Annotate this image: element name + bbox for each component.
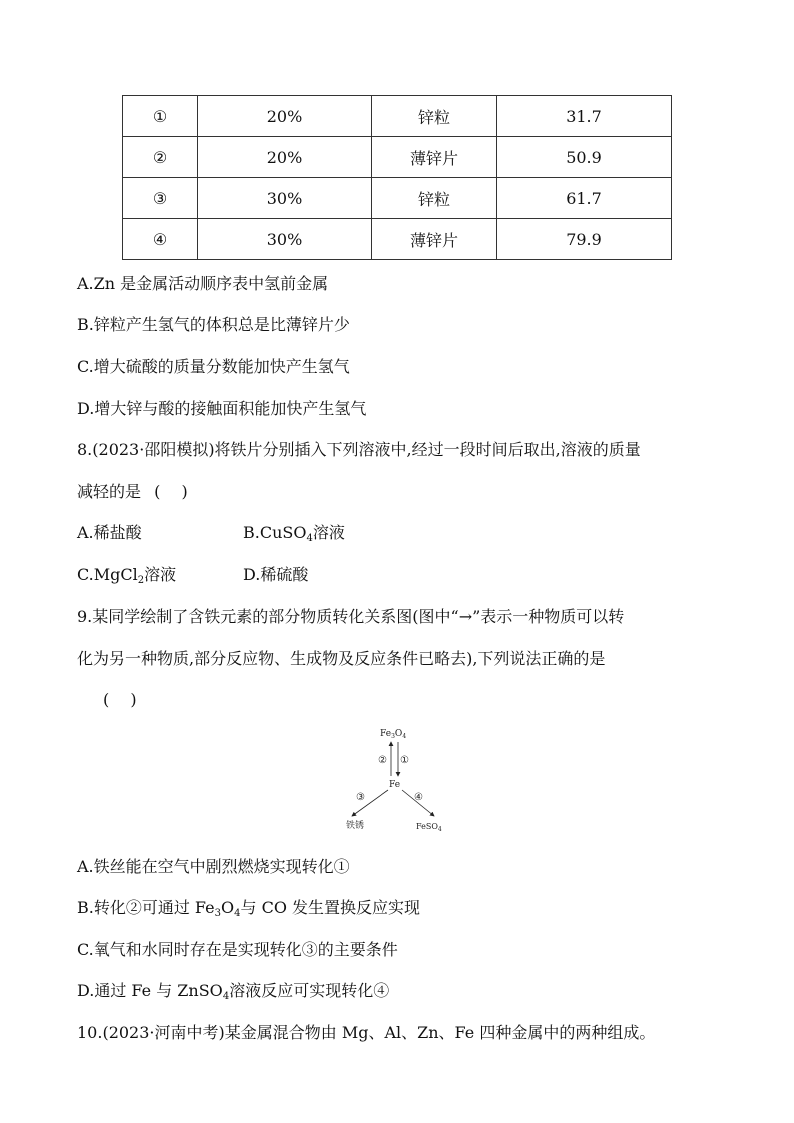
subscript: 3 (214, 908, 222, 919)
row-id: ② (123, 137, 198, 178)
q8-option-c (77, 565, 176, 584)
q8-options-row1 (77, 522, 345, 544)
q8-option-b-formula: B.CuSO (243, 523, 307, 542)
q9-option-d-text: D.通过 Fe 与 ZnSO (77, 981, 223, 1000)
table-row (123, 137, 672, 178)
q7-option-a: A.Zn 是金属活动顺序表中氢前金属 (77, 274, 329, 293)
acid-concentration: 30% (198, 178, 372, 219)
q7-option-c: C.增大硫酸的质量分数能加快产生氢气 (77, 357, 350, 376)
q8-stem-line1: 8.(2023·邵阳模拟)将铁片分别插入下列溶液中,经过一段时间后取出,溶液的质量 (77, 440, 641, 459)
q8-option-c-formula: C.MgCl (77, 565, 138, 584)
table-row (123, 219, 672, 260)
node-feso4: FeSO$_4$ (416, 822, 442, 833)
zinc-form: 薄锌片 (372, 137, 497, 178)
subscript: 4 (306, 533, 313, 544)
q9-option-b (77, 897, 420, 919)
q8-option-c-text: 溶液 (144, 565, 177, 584)
subscript: 4 (222, 991, 230, 1002)
hydrogen-volume: 79.9 (497, 219, 672, 260)
hydrogen-volume: 31.7 (497, 96, 672, 137)
table-row (123, 178, 672, 219)
acid-concentration: 30% (198, 219, 372, 260)
subscript: 2 (137, 575, 145, 586)
hydrogen-volume: 61.7 (497, 178, 672, 219)
q9-option-b-rest: 与 CO 发生置换反应实现 (240, 898, 421, 917)
node-fe3o4: $Fe_3O_4$ (380, 729, 407, 740)
q8-option-a: A.稀盐酸 (77, 523, 142, 542)
q8-option-b (243, 522, 345, 544)
q9-option-d-rest: 溶液反应可实现转化④ (229, 981, 390, 1000)
label-1: ① (400, 755, 409, 766)
table-row (123, 96, 672, 137)
label-2: ② (378, 755, 387, 766)
q8-option-d: D.稀硫酸 (243, 565, 309, 584)
q9-stem-line2: 化为另一种物质,部分反应物、生成物及反应条件已略去),下列说法正确的是 (77, 649, 606, 668)
subscript: 4 (234, 908, 241, 919)
acid-concentration: 20% (198, 137, 372, 178)
q9-stem-line1: 9.某同学绘制了含铁元素的部分物质转化关系图(图中“→”表示一种物质可以转 (77, 607, 625, 626)
q9-option-b-text: B.转化②可通过 Fe (77, 898, 215, 917)
row-id: ④ (123, 219, 198, 260)
q7-option-b: B.锌粒产生氢气的体积总是比薄锌片少 (77, 315, 350, 334)
node-rust: 铁锈 (346, 821, 365, 831)
q8-options-row2 (77, 564, 309, 586)
q8-stem-line2 (77, 481, 188, 503)
iron-conversion-diagram (330, 720, 460, 835)
q8-answer-paren: ( ) (154, 482, 188, 501)
acid-concentration: 20% (198, 96, 372, 137)
row-id: ① (123, 96, 198, 137)
label-4: ④ (414, 792, 423, 803)
zinc-form: 薄锌片 (372, 219, 497, 260)
node-fe: Fe (389, 780, 401, 790)
experiment-table (122, 95, 672, 260)
zinc-form: 锌粒 (372, 96, 497, 137)
q10-stem: 10.(2023·河南中考)某金属混合物由 Mg、Al、Zn、Fe 四种金属中的两种组成。 (77, 1023, 656, 1042)
q7-option-d: D.增大锌与酸的接触面积能加快产生氢气 (77, 399, 367, 418)
hydrogen-volume: 50.9 (497, 137, 672, 178)
q8-stem-text: 减轻的是 (77, 482, 142, 501)
q9-answer-paren: ( ) (103, 690, 137, 709)
q9-option-c: C.氧气和水同时存在是实现转化③的主要条件 (77, 940, 398, 959)
q9-option-b-formula: O (221, 898, 235, 917)
row-id: ③ (123, 178, 198, 219)
q8-option-b-text: 溶液 (312, 523, 345, 542)
zinc-form: 锌粒 (372, 178, 497, 219)
label-3: ③ (356, 792, 365, 803)
q9-option-a: A.铁丝能在空气中剧烈燃烧实现转化① (77, 857, 350, 876)
q9-option-d (77, 980, 389, 1002)
